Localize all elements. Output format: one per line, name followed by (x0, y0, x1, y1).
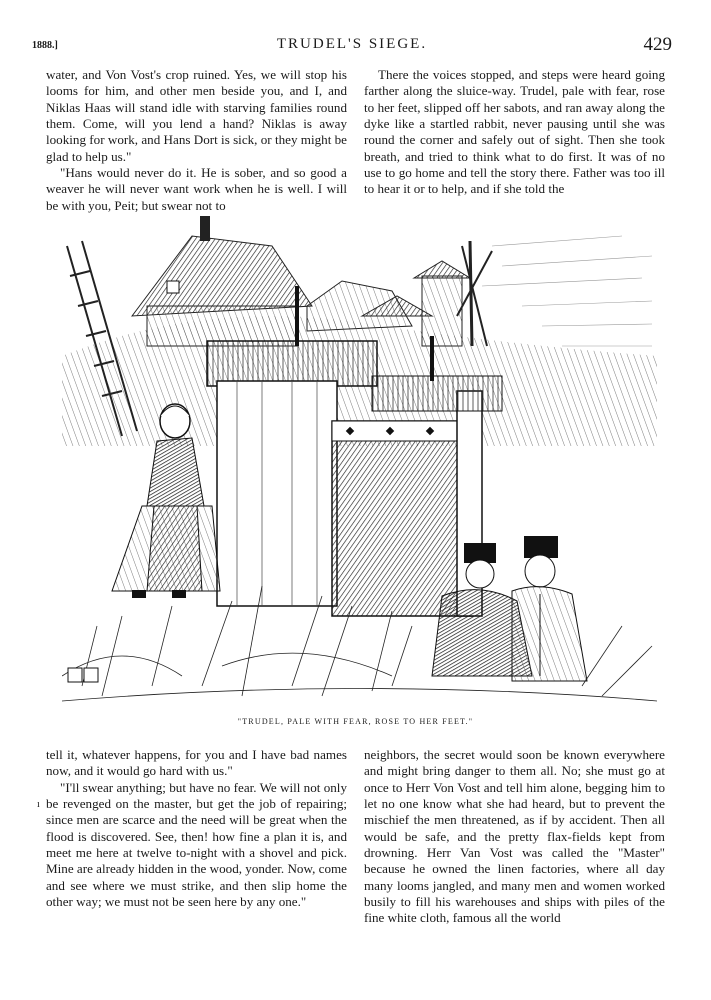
running-header (32, 34, 672, 58)
paragraph: neighbors, the secret would soon be known everywhere and might bring danger to them all. No; she must go at once to Herr Von Vost and tell him alone, begging him to let no one know what she had heard, but to prevent the mischief the men threatened, as if by accident. Then all would be safe, and the pretty flax-fields kept from drowning. Herr Van Vost was called the "Master" because he owned the linen factories, where all day many looms jangled, and many men and women worked busily to fill his warehouses and ships with piles of the fine white cloth, famous all the world (364, 747, 665, 926)
page-number: 429 (643, 34, 672, 55)
column-1-bottom (46, 747, 347, 910)
column-2-bottom (364, 747, 665, 927)
paragraph: "Hans would never do it. He is sober, and so good a weaver he will never want work when he is well. I will be with you, Peit; but swear not to (46, 165, 347, 213)
paragraph: "I'll swear anything; but have no fear. We will not only be revenged on the master, but get the job of repairing; since men are scarce and the need will be great when the flood is discovered. See, then! how fine a plan it is, and meet me here at twelve to-night with a shovel and pick. Mine are already hidden in the wood, yonder. Now, come and see where we must strike, and then slip home the other way; we must not be seen here by any one." (46, 779, 347, 910)
margin-mark: ı (37, 799, 40, 810)
story-title: TRUDEL'S SIEGE. (276, 36, 428, 52)
issue-date: 1888.] (32, 40, 58, 51)
paragraph: There the voices stopped, and steps were heard going farther along the sluice-way. Trudel, pale with fear, rose to her feet, slipped off her sabots, and ran away along the dyke like a startled rabbit, never pausing until she was round the corner and safely out of sight. Then she took breath, and tried to think what to do first. It was of no use to go home and tell the story there. Father was too ill to hear it or to help, and if she told the (364, 67, 665, 197)
paragraph: water, and Von Vost's crop ruined. Yes, we will stop his looms for him, and other men beside you, and I, and Niklas Haas will stand idle with starving families round them. Come, will you lend a hand? Niklas is away looking for work, and Hans Dort is sick, or they might be glad to help us." (46, 67, 347, 164)
figure-caption: "TRUDEL, PALE WITH FEAR, ROSE TO HER FEET." (237, 717, 474, 726)
column-2-top (364, 67, 665, 198)
paragraph: tell it, whatever happens, for you and I have bad names now, and it would go hard with us." (46, 747, 347, 779)
column-1-top (46, 67, 347, 214)
illustration (62, 206, 657, 706)
